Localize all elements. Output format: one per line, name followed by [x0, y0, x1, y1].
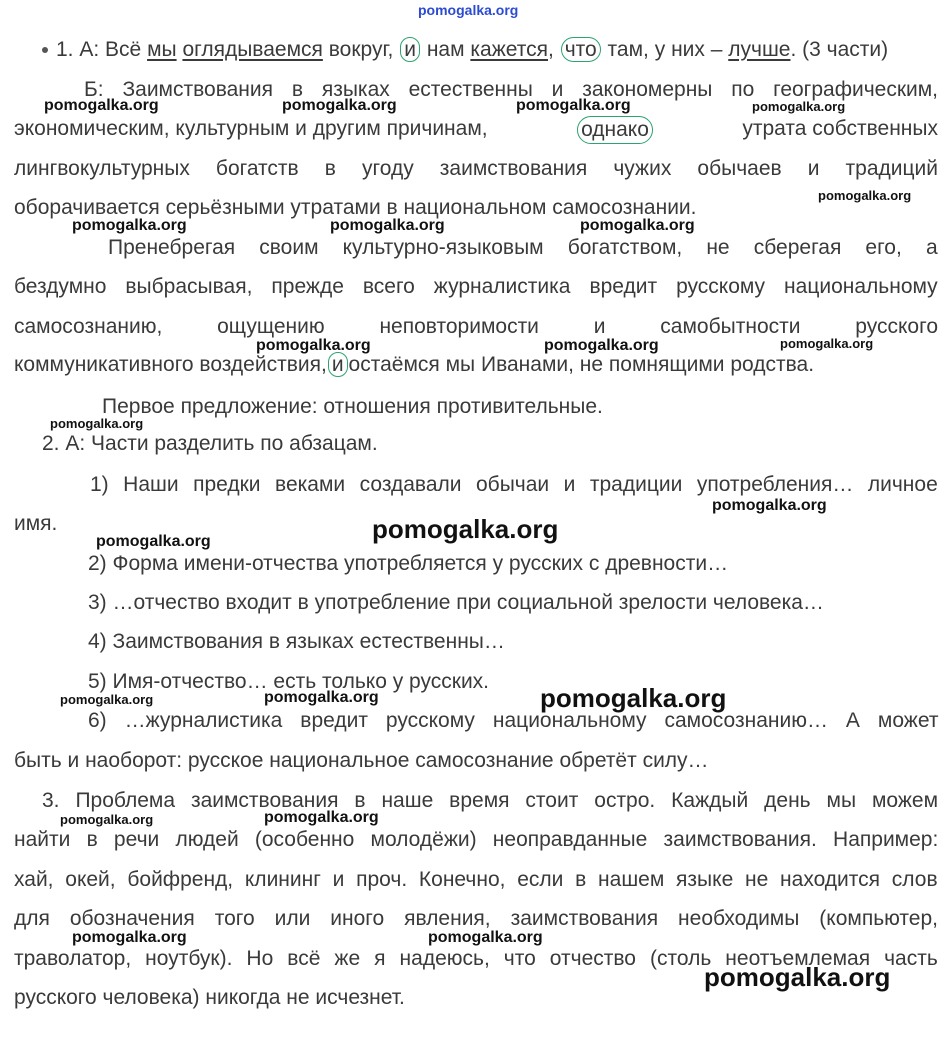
watermark: pomogalka.org	[96, 533, 211, 550]
watermark: pomogalka.org	[428, 929, 543, 946]
task3-line1: 3. Проблема заимствования в наше время стоит остро. Каждый день мы можем	[42, 789, 939, 812]
watermark: pomogalka.org	[256, 337, 371, 354]
task1-line7: бездумно выбрасывая, прежде всего журналистика вредит русскому национальному	[14, 275, 938, 298]
word: у них –	[654, 38, 729, 61]
task1-line9	[14, 352, 814, 378]
task1-line2: Б: Заимствования в языках естественны и закономерны по географическим,	[84, 78, 939, 101]
watermark: pomogalka.org	[516, 97, 631, 114]
underlined-predicate: лучше	[728, 38, 791, 61]
watermark-large: pomogalka.org	[704, 962, 891, 992]
task1-line4: лингвокультурных богатств в угоду заимствования чужих обычаев и традиций	[14, 157, 939, 180]
task1-line5: оборачивается серьёзными утратами в национальном самосознании.	[14, 196, 697, 219]
circled-conjunction: и	[328, 352, 348, 377]
watermark-large: pomogalka.org	[540, 683, 727, 713]
task1-line1	[56, 37, 888, 63]
watermark: pomogalka.org	[264, 689, 379, 706]
task3-line2: найти в речи людей (особенно молодёжи) неоправданные заимствования. Например:	[14, 828, 939, 851]
watermark: pomogalka.org	[712, 497, 827, 514]
watermark: pomogalka.org	[50, 416, 144, 431]
circled-conjunction: что	[561, 37, 601, 62]
underlined-subject: мы	[147, 38, 177, 61]
watermark: pomogalka.org	[544, 337, 659, 354]
task2-p6a: 6) …журналистика вредит русскому национальному самосознанию… А может	[88, 709, 939, 732]
word: нам	[426, 38, 465, 61]
watermark: pomogalka.org	[752, 99, 846, 114]
task2-header: 2. А: Части разделить по абзацам.	[42, 432, 378, 455]
task1-number: 1. А: Всё	[56, 38, 142, 61]
task2-p2: 2) Форма имени-отчества употребляется у русских с древности…	[88, 552, 729, 575]
watermark: pomogalka.org	[72, 217, 187, 234]
watermark-large: pomogalka.org	[372, 514, 559, 544]
task1-line8: самосознанию, ощущению неповторимости и самобытности русского	[14, 315, 938, 338]
task1-conclusion: Первое предложение: отношения противительные.	[102, 395, 603, 418]
underlined-predicate: оглядываемся	[182, 38, 323, 61]
text-segment: экономическим, культурным и другим причинам,	[14, 117, 488, 140]
circled-conjunction: и	[400, 37, 420, 62]
watermark: pomogalka.org	[264, 809, 379, 826]
watermark: pomogalka.org	[60, 812, 154, 827]
task1-line6: Пренебрегая своим культурно-языковым богатством, не сберегая его, а	[108, 236, 938, 259]
task2-p6b: быть и наоборот: русское национальное самосознание обретёт силу…	[14, 749, 709, 772]
comma: ,	[548, 38, 554, 61]
watermark: pomogalka.org	[60, 692, 154, 707]
word: там,	[607, 38, 649, 61]
watermark: pomogalka.org	[580, 217, 695, 234]
task2-p1a: 1) Наши предки веками создавали обычаи и традиции употребления… личное	[90, 473, 938, 496]
watermark: pomogalka.org	[780, 336, 874, 351]
bullet-dot	[42, 47, 48, 53]
circled-conjunction: однако	[577, 116, 653, 144]
watermark: pomogalka.org	[72, 929, 187, 946]
task3-line5: траволатор, ноутбук). Но всё же я надеюсь, что отчество (столь неотъемлемая часть	[14, 947, 938, 970]
watermark: pomogalka.org	[44, 97, 159, 114]
underlined-predicate: кажется	[470, 38, 548, 61]
task1-line3	[14, 116, 938, 144]
text-segment: коммуникативного воздействия,	[14, 353, 327, 376]
task2-p4: 4) Заимствования в языках естественны…	[88, 630, 505, 653]
text-segment: остаёмся мы Иванами, не помнящими родства.	[348, 353, 815, 376]
task2-p1b: имя.	[14, 512, 58, 535]
header-watermark: pomogalka.org	[418, 2, 519, 18]
watermark: pomogalka.org	[330, 217, 445, 234]
task2-p5: 5) Имя-отчество… есть только у русских.	[88, 670, 490, 693]
task3-line6: русского человека) никогда не исчезнет.	[14, 986, 405, 1009]
text-segment: утрата собственных	[742, 117, 938, 140]
watermark: pomogalka.org	[282, 97, 397, 114]
task3-line3: хай, окей, бойфренд, клининг и проч. Конечно, если в нашем языке не находится слов	[14, 868, 938, 891]
task2-p3: 3) …отчество входит в употребление при социальной зрелости человека…	[88, 591, 824, 614]
parts-note: . (3 части)	[790, 38, 889, 61]
task3-line4: для обозначения того или иного явления, заимствования необходимы (компьютер,	[14, 907, 939, 930]
watermark: pomogalka.org	[818, 188, 912, 203]
word: вокруг,	[328, 38, 394, 61]
